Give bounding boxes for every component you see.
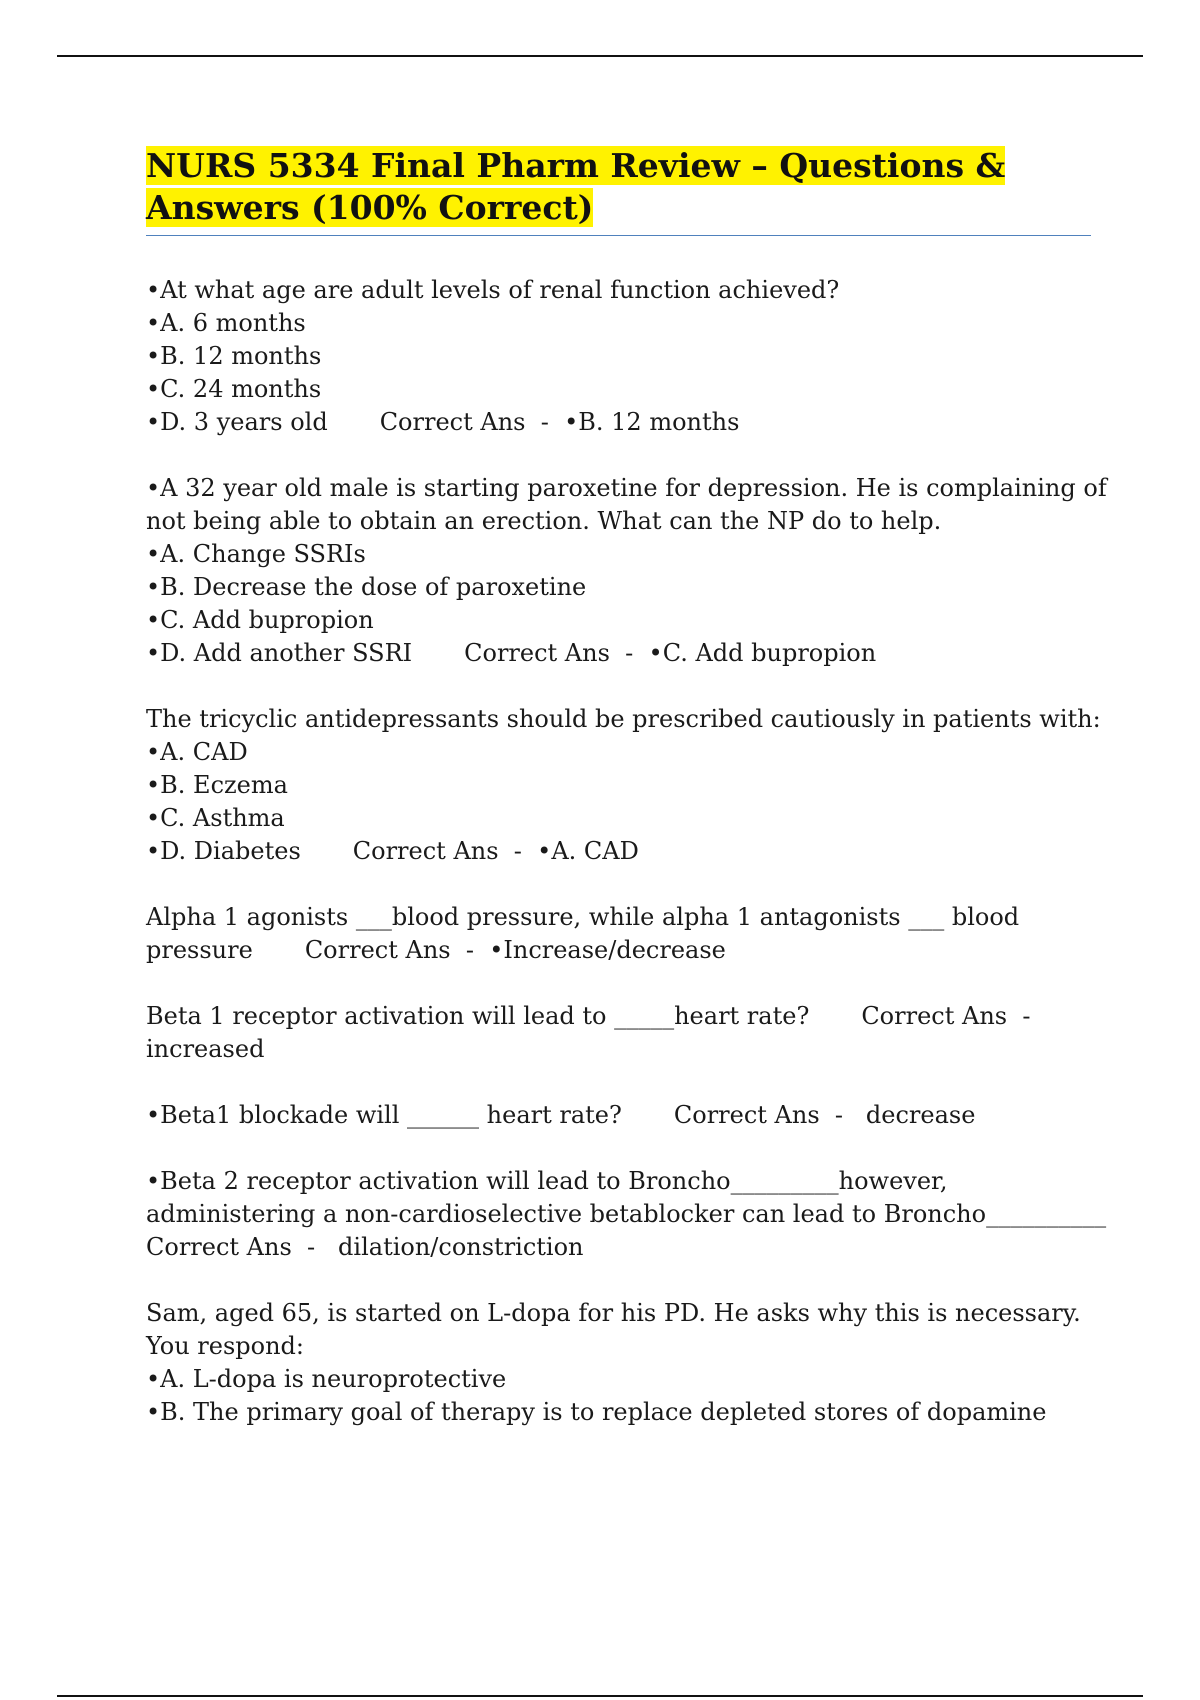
answer-option: •B. Decrease the dose of paroxetine <box>146 573 587 601</box>
question-block <box>146 274 1091 439</box>
answer-option: •B. The primary goal of therapy is to replace depleted stores of dopamine <box>146 1398 1047 1426</box>
title-text: NURS 5334 Final Pharm Review – Questions & Answers (100% Correct) <box>146 146 1006 227</box>
answer-line <box>146 1231 1091 1264</box>
question-text: You respond: <box>146 1332 305 1360</box>
question-text: Sam, aged 65, is started on L-dopa for his PD. He asks why this is necessary. <box>146 1299 1081 1327</box>
answer-line <box>146 835 1091 868</box>
question-text: •Beta1 blockade will ______ heart rate? <box>146 1101 622 1129</box>
answer-option: •C. 24 months <box>146 375 322 403</box>
correct-ans-label: Correct Ans - <box>673 1101 866 1129</box>
correct-ans-label: Correct Ans - <box>304 936 490 964</box>
answer-option: •B. Eczema <box>146 771 288 799</box>
answer-option: •A. Change SSRIs <box>146 540 366 568</box>
answer-option: •B. 12 months <box>146 342 322 370</box>
question-text: pressure <box>146 936 253 964</box>
question-text: Beta 1 receptor activation will lead to _____heart rate? <box>146 1002 810 1030</box>
answer-option: •A. 6 months <box>146 309 306 337</box>
correct-answer: •Increase/decrease <box>489 936 726 964</box>
correct-answer: •C. Add bupropion <box>648 639 877 667</box>
page-title <box>146 145 1091 229</box>
answer-option: •C. Add bupropion <box>146 606 374 634</box>
correct-ans-label: Correct Ans - <box>861 1002 1031 1030</box>
question-block <box>146 1297 1091 1429</box>
question-block <box>146 1099 1091 1132</box>
correct-ans-label: Correct Ans - <box>464 639 649 667</box>
answer-line <box>146 1000 1091 1033</box>
question-block <box>146 472 1107 670</box>
question-text: •Beta 2 receptor activation will lead to Broncho_________however, <box>146 1167 948 1195</box>
answer-option: •A. CAD <box>146 738 248 766</box>
correct-ans-label: Correct Ans - <box>379 408 565 436</box>
answer-option: •D. Diabetes <box>146 837 301 865</box>
answer-line <box>146 637 1091 670</box>
document-body <box>146 145 1107 1462</box>
answer-option: •D. 3 years old <box>146 408 328 436</box>
correct-answer: increased <box>146 1035 265 1063</box>
title-underline <box>146 235 1091 236</box>
footer-rule <box>57 1695 1143 1697</box>
question-text: •A 32 year old male is starting paroxetine for depression. He is complaining of <box>146 474 1107 502</box>
question-text: •At what age are adult levels of renal function achieved? <box>146 276 840 304</box>
question-text: Alpha 1 agonists ___blood pressure, while alpha 1 antagonists ___ blood <box>146 903 1020 931</box>
question-block <box>146 901 1091 967</box>
correct-answer: •A. CAD <box>537 837 639 865</box>
answer-line <box>146 1099 1091 1132</box>
correct-answer: decrease <box>865 1101 976 1129</box>
question-block <box>146 1000 1091 1066</box>
correct-answer: •B. 12 months <box>564 408 740 436</box>
answer-line <box>146 934 1091 967</box>
question-text: not being able to obtain an erection. What can the NP do to help. <box>146 507 942 535</box>
question-text: administering a non-cardioselective betablocker can lead to Broncho__________ <box>146 1200 1107 1228</box>
question-block <box>146 1165 1107 1264</box>
answer-option: •C. Asthma <box>146 804 285 832</box>
answer-line <box>146 406 1091 439</box>
question-block <box>146 703 1101 868</box>
header-rule <box>57 55 1143 57</box>
answer-option: •A. L-dopa is neuroprotective <box>146 1365 507 1393</box>
correct-ans-label: Correct Ans - <box>146 1233 339 1261</box>
answer-option: •D. Add another SSRI <box>146 639 413 667</box>
question-text: The tricyclic antidepressants should be prescribed cautiously in patients with: <box>146 705 1101 733</box>
correct-answer: dilation/constriction <box>338 1233 584 1261</box>
correct-ans-label: Correct Ans - <box>352 837 538 865</box>
